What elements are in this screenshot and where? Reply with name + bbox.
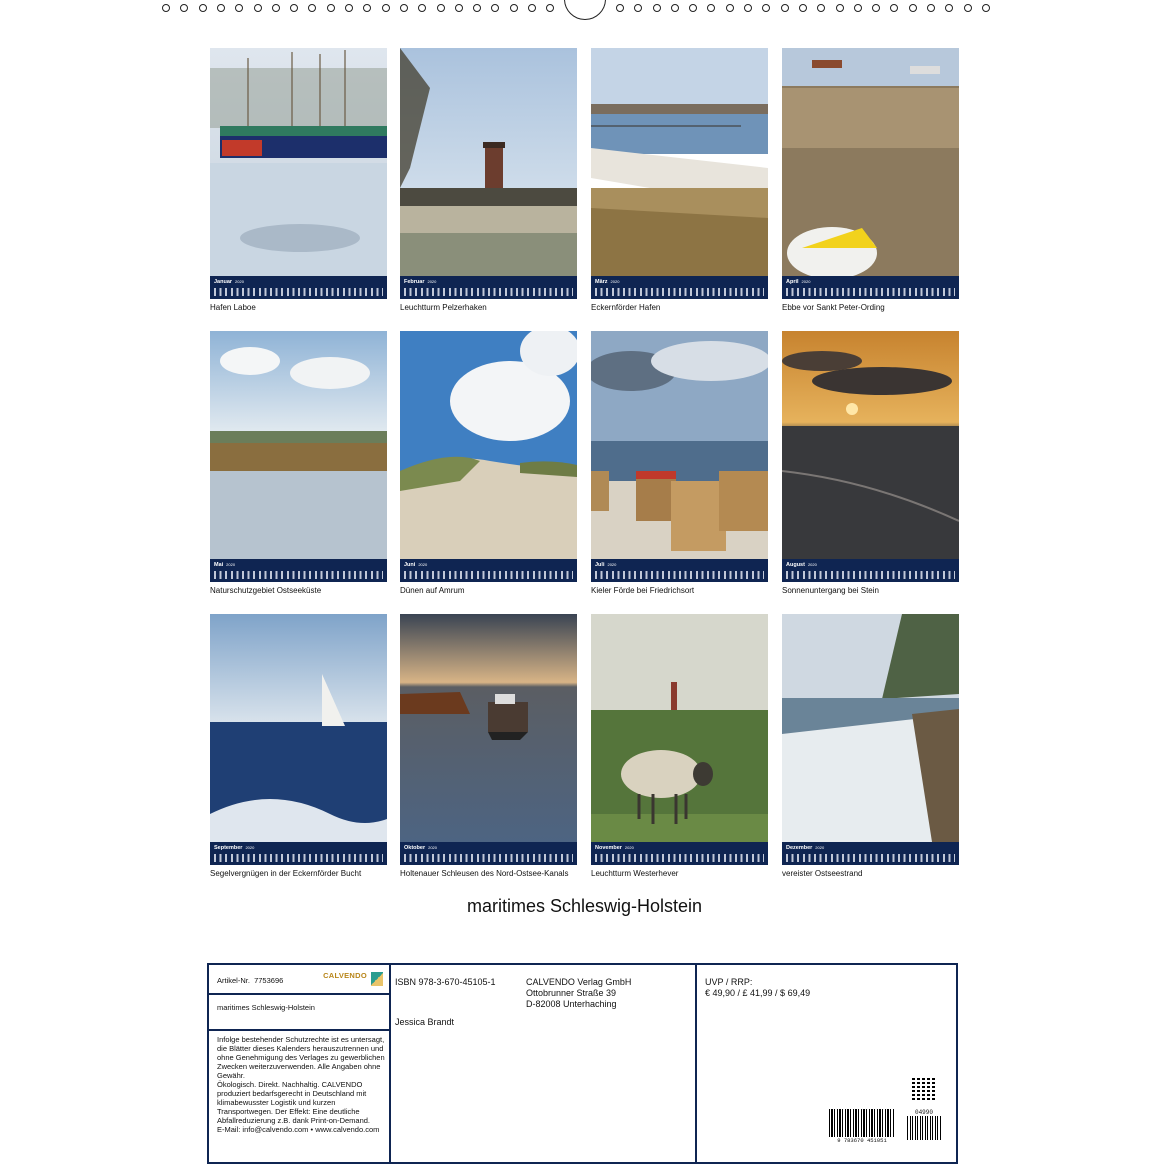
photo-caption: Leuchtturm Pelzerhaken [400,303,487,312]
binding-ring-icon [707,4,715,12]
price-block [705,977,810,999]
photo-vereister-ostseestrand [782,614,959,842]
photo-segelvergnuegen [210,614,387,842]
calendar-days [595,571,764,579]
binding-ring-icon [726,4,734,12]
month-label: Februar 2020 [404,279,437,285]
photo-naturschutzgebiet [210,331,387,559]
month-tile-april [782,48,959,312]
binding-ring-icon [345,4,353,12]
photo-sonnenuntergang-stein [782,331,959,559]
isbn: ISBN 978-3-670-45105-1 [395,977,496,987]
photo-caption: Segelvergnügen in der Eckernförder Bucht [210,869,362,878]
month-label: Juni 2020 [404,562,428,568]
binding-ring-icon [616,4,624,12]
photo-caption: vereister Ostseestrand [782,869,863,878]
calendar-strip [782,559,959,582]
product-title: maritimes Schleswig-Holstein [217,1003,315,1012]
info-panel [207,963,958,1164]
publisher-city: D-82008 Unterhaching [526,999,617,1009]
binding-ring-icon [890,4,898,12]
binding-ring-icon [180,4,188,12]
binding-ring-icon [927,4,935,12]
month-tile-oktober [400,614,577,878]
binding-ring-icon [455,4,463,12]
binding-ring-icon [546,4,554,12]
binding-ring-icon [491,4,499,12]
calendar-days [786,288,955,296]
brand-wordmark: CALVENDO [323,971,367,980]
binding-ring-icon [290,4,298,12]
binding-ring-icon [327,4,335,12]
photo-leuchtturm-pelzerhaken [400,48,577,276]
photo-eckernfoerder-hafen [591,48,768,276]
binding-ring-icon [217,4,225,12]
binding-ring-icon [909,4,917,12]
calendar-days [404,288,573,296]
binding-ring-icon [382,4,390,12]
binding-ring-icon [671,4,679,12]
calvendo-logo [323,969,383,987]
contact-text: E-Mail: info@calvendo.com • www.calvendo.com [217,1125,380,1134]
calendar-strip [400,276,577,299]
info-column-middle [391,965,697,1162]
calendar-days [595,288,764,296]
binding-ring-icon [162,4,170,12]
calendar-strip [210,559,387,582]
photo-caption: Holtenauer Schleusen des Nord-Ostsee-Kanals [400,869,569,878]
month-label: Oktober 2020 [404,845,437,851]
binding-ring-icon [272,4,280,12]
calendar-strip [210,276,387,299]
month-tile-september [210,614,387,878]
month-tile-februar [400,48,577,312]
calendar-strip [782,842,959,865]
binding-ring-icon [363,4,371,12]
calendar-strip [591,276,768,299]
calendar-days [214,288,383,296]
binding-ring-icon [781,4,789,12]
binding-ring-icon [744,4,752,12]
calendar-days [214,571,383,579]
binding-ring-icon [689,4,697,12]
binding-ring-icon [854,4,862,12]
publisher-street: Ottobrunner Straße 39 [526,988,617,998]
calendar-days [404,854,573,862]
binding-ring-icon [872,4,880,12]
article-row [209,965,389,995]
binding-ring-icon [982,4,990,12]
legal-text: Infolge bestehender Schutzrechte ist es untersagt, die Blätter dieses Kalenders herauszutrennen und ohne Genehmigung des Verlages zu gewerblichen Zwecken weiterzuverwenden. Alle Angaben ohne Gewähr. [217,1035,385,1080]
eco-text: Ökologisch. Direkt. Nachhaltig. CALVENDO produziert bedarfsgerecht in Deutschland mit klimabewusster Logistik und kurzen Transportwegen. Der Effekt: Eine deutliche Abfallreduzierung z.B. dank Print-on-Demand. [217,1080,370,1125]
month-label: März 2020 [595,279,620,285]
brand-mark-icon [371,972,383,986]
calendar-strip [400,842,577,865]
binding-ring-icon [762,4,770,12]
month-tile-november [591,614,768,878]
calendar-strip [400,559,577,582]
qr-code-icon [912,1076,936,1100]
photo-holtenauer-schleusen [400,614,577,842]
photo-duenen-amrum [400,331,577,559]
barcode-number: 9 783670 451051 [837,1137,887,1144]
calendar-title: maritimes Schleswig-Holstein [466,896,703,916]
binding-ring-icon [528,4,536,12]
spiral-binding [0,0,1169,24]
month-tile-maerz [591,48,768,312]
photo-caption: Naturschutzgebiet Ostseeküste [210,586,322,595]
photo-caption: Kieler Förde bei Friedrichsort [591,586,695,595]
binding-ring-icon [653,4,661,12]
binding-ring-icon [836,4,844,12]
month-tile-august [782,331,959,595]
price-values: € 49,90 / £ 41,99 / $ 69,49 [705,988,811,998]
month-tile-januar [210,48,387,312]
month-label: Juli 2020 [595,562,617,568]
binding-ring-icon [817,4,825,12]
photo-leuchtturm-westerhever [591,614,768,842]
calendar-days [786,854,955,862]
photo-ebbe-sankt-peter-ording [782,48,959,276]
hanger-loop-icon [564,0,606,20]
photo-hafen-laboe [210,48,387,276]
month-tile-juni [400,331,577,595]
month-label: November 2020 [595,845,634,851]
binding-ring-icon [254,4,262,12]
price-label: UVP / RRP: [705,977,753,987]
month-label: Mai 2020 [214,562,236,568]
month-label: Dezember 2020 [786,845,825,851]
barcode [829,1109,895,1145]
photo-caption: Sonnenuntergang bei Stein [782,586,879,595]
publisher-address [526,977,631,1010]
month-label: April 2020 [786,279,811,285]
addon-barcode [907,1109,941,1143]
binding-ring-icon [799,4,807,12]
calendar-strip [591,559,768,582]
month-tile-juli [591,331,768,595]
calendar-days [404,571,573,579]
author: Jessica Brandt [395,1017,455,1027]
article-info [217,976,283,985]
month-label: August 2020 [786,562,817,568]
photo-caption: Dünen auf Amrum [400,586,465,595]
month-tile-dezember [782,614,959,878]
binding-ring-icon [964,4,972,12]
photo-caption: Hafen Laboe [210,303,256,312]
binding-ring-icon [400,4,408,12]
calendar-strip [591,842,768,865]
info-column-left [209,965,391,1162]
info-column-right [697,965,956,1162]
legal-notice [217,1035,385,1134]
photo-caption: Leuchtturm Westerhever [591,869,679,878]
calendar-days [214,854,383,862]
month-tile-mai [210,331,387,595]
article-label: Artikel-Nr. [217,976,250,985]
product-title-row [209,995,389,1031]
binding-ring-icon [634,4,642,12]
binding-ring-icon [437,4,445,12]
calendar-days [595,854,764,862]
publisher-name: CALVENDO Verlag GmbH [526,977,632,987]
month-label: Januar 2020 [214,279,244,285]
binding-ring-icon [473,4,481,12]
photo-kieler-foerde [591,331,768,559]
photo-caption: Ebbe vor Sankt Peter-Ording [782,303,885,312]
binding-ring-icon [510,4,518,12]
photo-caption: Eckernförder Hafen [591,303,661,312]
month-label: September 2020 [214,845,255,851]
binding-ring-icon [235,4,243,12]
calendar-strip [782,276,959,299]
article-number: 7753696 [254,976,284,985]
addon-number: 04990 [914,1109,933,1116]
binding-ring-icon [199,4,207,12]
calendar-days [786,571,955,579]
binding-ring-icon [945,4,953,12]
calendar-strip [210,842,387,865]
binding-ring-icon [418,4,426,12]
binding-ring-icon [308,4,316,12]
